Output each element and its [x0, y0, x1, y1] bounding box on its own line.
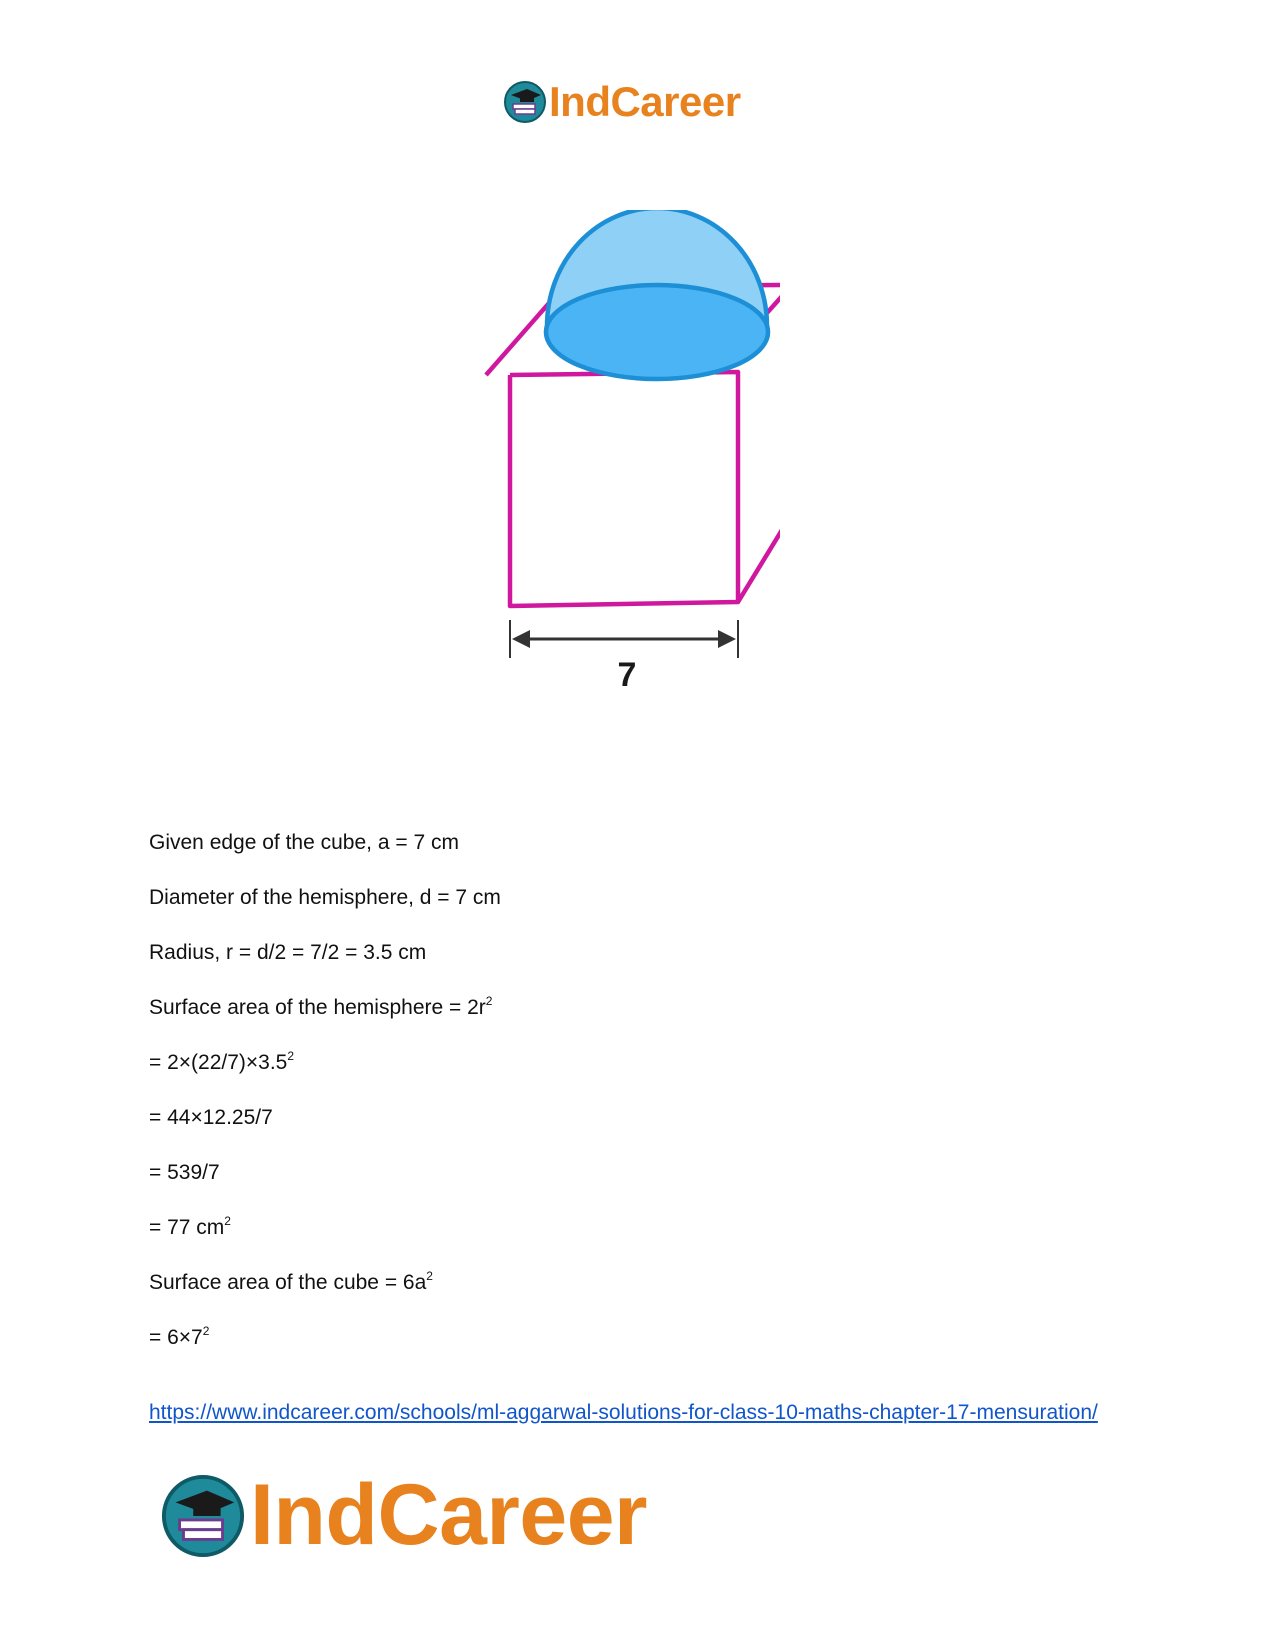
- hemisphere-base: [546, 285, 768, 379]
- source-link[interactable]: https://www.indcareer.com/schools/ml-aggarwal-solutions-for-class-10-maths-chapter-17-mensuration/: [149, 1401, 1098, 1424]
- step-line: = 77 $cm^2$: [149, 1214, 231, 1239]
- step-line: Surface area of the cube = $6a^2$: [149, 1269, 433, 1294]
- cube-hemisphere-figure: [420, 210, 780, 730]
- step-line: = 539/7: [149, 1161, 220, 1184]
- hemisphere: [546, 210, 768, 379]
- footer-logo: [160, 1468, 647, 1563]
- graduation-cap-books-globe-icon: [503, 80, 547, 124]
- cube-front-face: [510, 372, 738, 606]
- logo-text: IndCareer: [250, 1467, 647, 1563]
- header-logo: [503, 78, 741, 126]
- solution-steps: [149, 830, 1149, 1380]
- step-line: Given edge of the cube, a = 7 cm: [149, 831, 459, 854]
- graduation-cap-books-globe-icon: [160, 1473, 246, 1559]
- step-line: Diameter of the hemisphere, d = 7 cm: [149, 886, 501, 909]
- logo-text: IndCareer: [549, 78, 741, 125]
- step-line: = $6\times 7^2$: [149, 1324, 210, 1349]
- step-line: Radius, r = d/2 = 7/2 = 3.5 cm: [149, 941, 427, 964]
- step-line: Surface area of the hemisphere = $2r^2$: [149, 994, 493, 1019]
- dimension-arrow: [510, 620, 738, 658]
- step-line: = $2\times(22/7)\times 3.5^2$: [149, 1049, 295, 1074]
- dimension-label: 7: [617, 656, 637, 694]
- step-line: = 44×12.25/7: [149, 1106, 273, 1129]
